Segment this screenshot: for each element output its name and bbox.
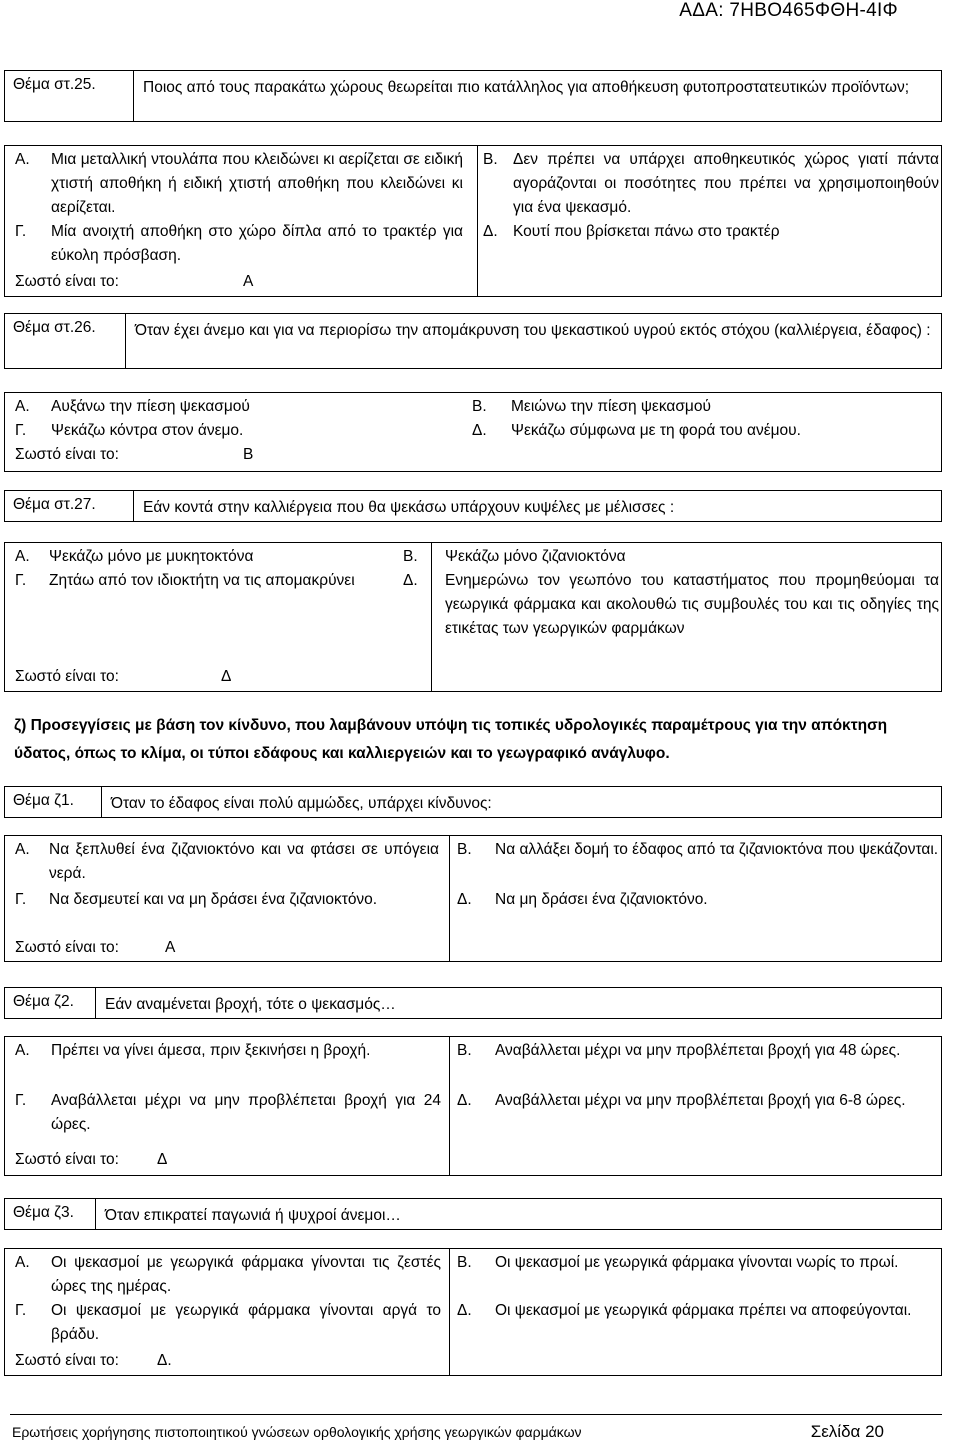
option-b: Οι ψεκασμοί με γεωργικά φάρμακα γίνονται νωρίς το πρωί.: [495, 1254, 899, 1271]
option-b: Να αλλάξει δομή το έδαφος από τα ζιζανιοκτόνα που ψεκάζονται.: [495, 841, 939, 858]
option-b: Μειώνω την πίεση ψεκασμού: [511, 398, 711, 415]
question-label: Θέμα στ.26.: [13, 319, 96, 336]
option-key: Γ.: [15, 422, 27, 439]
question-z3-header: [4, 1198, 942, 1230]
option-key: Α.: [15, 548, 30, 565]
question-z2-header: [4, 987, 942, 1019]
option-key: Δ.: [457, 891, 472, 908]
question-27-header: [4, 490, 942, 522]
question-label: Θέμα στ.25.: [13, 76, 96, 93]
option-b: Ψεκάζω μόνο ζιζανιοκτόνα: [445, 548, 626, 565]
question-text: Όταν το έδαφος είναι πολύ αμμώδες, υπάρχει κίνδυνος:: [111, 795, 492, 812]
option-c: Ψεκάζω κόντρα στον άνεμο.: [51, 422, 244, 439]
option-key: Β.: [472, 398, 487, 415]
option-key: Γ.: [15, 891, 27, 908]
question-text: Ποιος από τους παρακάτω χώρους θεωρείται πιο κατάλληλος για αποθήκευση φυτοπροστατευτικών προϊόντων;: [143, 79, 910, 96]
correct-answer: Δ: [157, 1151, 168, 1168]
option-key: Α.: [15, 841, 30, 858]
option-a: Πρέπει να γίνει άμεσα, πριν ξεκινήσει η βροχή.: [51, 1042, 371, 1059]
correct-answer: Α: [243, 273, 254, 290]
option-key: Α.: [15, 151, 30, 168]
footer-divider: [10, 1414, 942, 1415]
option-c: Ζητάω από τον ιδιοκτήτη να τις απομακρύνει: [49, 572, 355, 589]
option-d: Κουτί που βρίσκεται πάνω στο τρακτέρ: [513, 223, 780, 240]
option-key: Β.: [457, 1042, 472, 1059]
question-label: Θέμα ζ3.: [13, 1204, 74, 1221]
correct-label: Σωστό είναι το:: [15, 939, 119, 956]
correct-label: Σωστό είναι το:: [15, 668, 119, 685]
question-25-header: [4, 70, 942, 122]
question-z2-answers: [4, 1036, 942, 1176]
option-d: Οι ψεκασμοί με γεωργικά φάρμακα πρέπει να αποφεύγονται.: [495, 1302, 912, 1319]
correct-label: Σωστό είναι το:: [15, 1352, 119, 1369]
question-label: Θέμα ζ2.: [13, 993, 74, 1010]
correct-answer: Β: [243, 446, 254, 463]
question-text: Όταν έχει άνεμο και για να περιορίσω την απομάκρυνση του ψεκαστικού υγρού εκτός στόχου (καλλιέργεια, έδαφος) :: [135, 322, 931, 339]
correct-label: Σωστό είναι το:: [15, 273, 119, 290]
option-key: Γ.: [15, 223, 27, 240]
option-key: Δ.: [483, 223, 498, 240]
option-a: Μια μεταλλική ντουλάπα που κλειδώνει κι αερίζεται σε ειδική χτιστή αποθήκη ή ειδική χτιστή αποθήκη που κλειδώνει κι αερίζεται.: [51, 151, 463, 216]
option-key: Β.: [457, 1254, 472, 1271]
option-key: Α.: [15, 398, 30, 415]
option-key: Δ.: [403, 572, 418, 589]
section-heading: ζ) Προσεγγίσεις με βάση τον κίνδυνο, που λαμβάνουν υπόψη τις τοπικές υδρολογικές παραμέτρους για την απόκτηση ύδατος, όπως το κλίμα, οι τύποι εδάφους και καλλιεργειών και το γεωγραφικό ανάγλυφο.: [14, 717, 888, 762]
option-key: Α.: [15, 1042, 30, 1059]
question-25-answers: [4, 145, 942, 297]
option-b: Δεν πρέπει να υπάρχει αποθηκευτικός χώρος γιατί πάντα αγοράζονται οι ποσότητες που πρέπει να χρησιμοποιηθούν για ένα ψεκασμό.: [513, 151, 939, 216]
option-d: Να μη δράσει ένα ζιζανιοκτόνο.: [495, 891, 708, 908]
question-z1-header: [4, 786, 942, 818]
option-c: Μία ανοιχτή αποθήκη στο χώρο δίπλα από το τρακτέρ για εύκολη πρόσβαση.: [51, 223, 463, 264]
option-a: Αυξάνω την πίεση ψεκασμού: [51, 398, 250, 415]
option-key: Β.: [483, 151, 498, 168]
option-d: Αναβάλλεται μέχρι να μην προβλέπεται βροχή για 6-8 ώρες.: [495, 1092, 906, 1109]
option-key: Δ.: [457, 1302, 472, 1319]
question-label: Θέμα στ.27.: [13, 496, 96, 513]
page-number: Σελίδα 20: [810, 1422, 884, 1441]
option-b: Αναβάλλεται μέχρι να μην προβλέπεται βροχή για 48 ώρες.: [495, 1042, 901, 1059]
question-text: Όταν επικρατεί παγωνιά ή ψυχροί άνεμοι…: [105, 1207, 401, 1224]
option-c: Οι ψεκασμοί με γεωργικά φάρμακα γίνονται αργά το βράδυ.: [51, 1302, 441, 1343]
option-key: Α.: [15, 1254, 30, 1271]
option-d: Ψεκάζω σύμφωνα με τη φορά του ανέμου.: [511, 422, 801, 439]
option-key: Δ.: [457, 1092, 472, 1109]
option-key: Β.: [457, 841, 472, 858]
option-a: Να ξεπλυθεί ένα ζιζανιοκτόνο και να φτάσει σε υπόγεια νερά.: [49, 841, 439, 882]
correct-label: Σωστό είναι το:: [15, 1151, 119, 1168]
question-27-answers: [4, 542, 942, 692]
document-code: ΑΔΑ: 7ΗΒΟ465ΦΘΗ-4ΙΦ: [679, 0, 898, 21]
option-key: Β.: [403, 548, 418, 565]
option-a: Ψεκάζω μόνο με μυκητοκτόνα: [49, 548, 254, 565]
option-d: Ενημερώνω τον γεωπόνο του καταστήματος που προμηθεύομαι τα γεωργικά φάρμακα και ακολουθώ τις συμβουλές του και τις οδηγίες της ετικέτας των γεωργικών φαρμάκων: [445, 572, 939, 637]
question-text: Εάν κοντά στην καλλιέργεια που θα ψεκάσω υπάρχουν κυψέλες με μέλισσες :: [143, 499, 675, 516]
question-label: Θέμα ζ1.: [13, 792, 74, 809]
option-key: Γ.: [15, 572, 27, 589]
option-c: Αναβάλλεται μέχρι να μην προβλέπεται βροχή για 24 ώρες.: [51, 1092, 441, 1133]
question-z1-answers: [4, 835, 942, 962]
question-26-header: [4, 313, 942, 369]
option-key: Δ.: [472, 422, 487, 439]
footer-title: Ερωτήσεις χορήγησης πιστοποιητικού γνώσεων ορθολογικής χρήσης γεωργικών φαρμάκων: [12, 1424, 582, 1440]
question-z3-answers: [4, 1248, 942, 1376]
option-c: Να δεσμευτεί και να μη δράσει ένα ζιζανιοκτόνο.: [49, 891, 378, 908]
question-26-answers: [4, 392, 942, 472]
option-a: Οι ψεκασμοί με γεωργικά φάρμακα γίνονται τις ζεστές ώρες της ημέρας.: [51, 1254, 441, 1295]
question-text: Εάν αναμένεται βροχή, τότε ο ψεκασμός…: [105, 996, 396, 1013]
correct-answer: Α: [165, 939, 176, 956]
option-key: Γ.: [15, 1302, 27, 1319]
correct-answer: Δ.: [157, 1352, 172, 1369]
correct-answer: Δ: [221, 668, 232, 685]
correct-label: Σωστό είναι το:: [15, 446, 119, 463]
option-key: Γ.: [15, 1092, 27, 1109]
